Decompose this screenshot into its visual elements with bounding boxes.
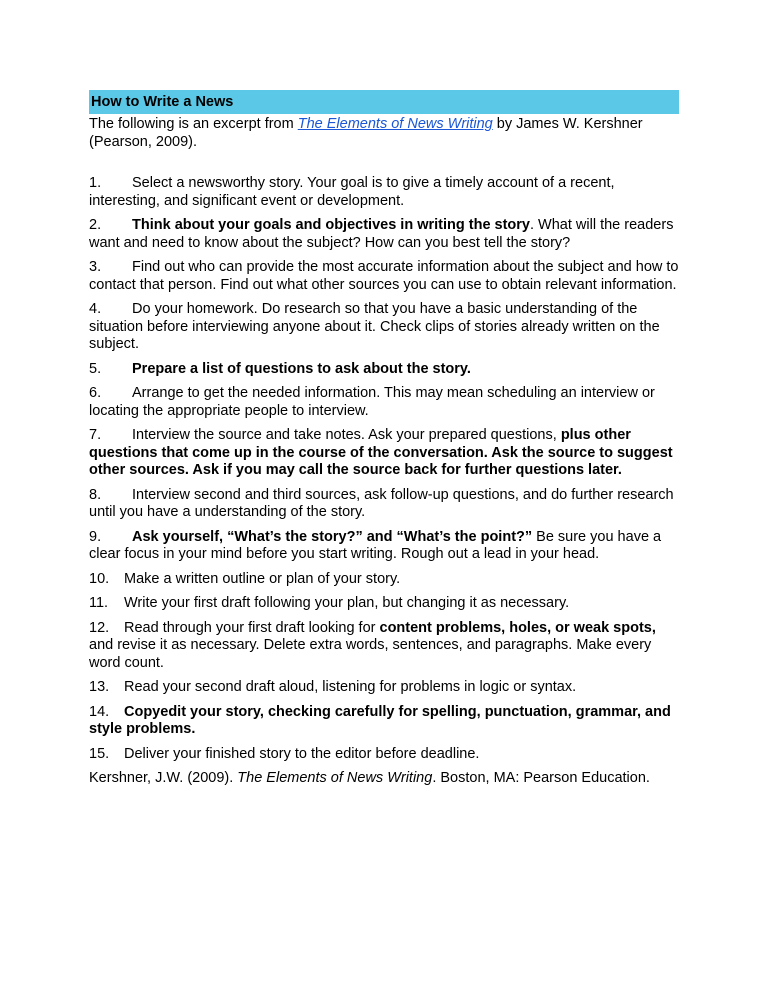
item-text: Read through your first draft looking for	[124, 619, 380, 636]
citation-title: The Elements of News Writing	[237, 770, 433, 786]
list-item	[89, 427, 679, 480]
list-item	[89, 571, 679, 589]
list-item	[89, 746, 679, 764]
item-number: 6.	[89, 385, 102, 401]
list-item	[89, 361, 679, 379]
list-item	[89, 385, 679, 420]
item-text: Do your homework. Do research so that you have a basic understanding of the situation before interviewing anyone about it. Check clips of stories already written on the subject.	[89, 301, 660, 352]
item-text: Select a newsworthy story. Your goal is to give a timely account of a recent, interesting, and significant event or development.	[89, 175, 615, 209]
citation-text-before: Kershner, J.W. (2009).	[89, 770, 238, 786]
item-text: plus other questions that come up in the course of the conversation. Ask the source to suggest other sources. Ask if you may call the source back for further questions later.	[89, 427, 673, 478]
item-text: Interview second and third sources, ask follow-up questions, and do further research until you have a understanding of the story.	[89, 486, 674, 520]
item-text: Deliver your finished story to the editor before deadline.	[124, 745, 480, 762]
item-text: Find out who can provide the most accurate information about the subject and how to contact that person. Find out what other sources you can use to obtain relevant information.	[89, 259, 679, 293]
list-item	[89, 175, 679, 210]
item-number: 2.	[89, 217, 102, 233]
item-number: 1.	[89, 175, 102, 191]
item-text: Think about your goals and objectives in writing the story	[132, 217, 530, 233]
list-item	[89, 620, 679, 673]
item-text: Read your second draft aloud, listening for problems in logic or syntax.	[124, 679, 577, 695]
item-text: Be sure you have a clear focus in your mind before you start writing. Rough out a lead in your head.	[89, 528, 662, 562]
item-number: 5.	[89, 360, 102, 377]
item-text: Ask yourself, “What’s the story?” and “What’s the point?”	[132, 528, 533, 545]
item-text: content problems, holes, or weak spots,	[379, 619, 656, 636]
item-text: Copyedit your story, checking carefully for spelling, punctuation, grammar, and style problems.	[89, 703, 671, 737]
document-heading: How to Write a News	[89, 90, 679, 114]
item-number: 7.	[89, 427, 102, 443]
list-item	[89, 679, 679, 697]
list-item	[89, 259, 679, 294]
citation-text-after: . Boston, MA: Pearson Education.	[432, 770, 650, 786]
item-text: Prepare a list of questions to ask about the story.	[132, 360, 471, 377]
item-number: 3.	[89, 259, 102, 275]
item-number: 15.	[89, 745, 110, 762]
item-text: Make a written outline or plan of your story.	[124, 570, 401, 587]
item-number: 4.	[89, 301, 102, 317]
list-item	[89, 595, 679, 613]
item-number: 13.	[89, 679, 110, 695]
item-text: Arrange to get the needed information. This may mean scheduling an interview or locating the appropriate people to interview.	[89, 385, 655, 419]
citation	[89, 770, 679, 788]
item-number: 9.	[89, 528, 102, 545]
item-text: and revise it as necessary. Delete extra words, sentences, and paragraphs. Make every word count.	[89, 637, 652, 671]
list-item	[89, 301, 679, 354]
list-item	[89, 704, 679, 739]
item-text: . What will the readers want and need to know about the subject? How can you best tell the story?	[89, 217, 674, 251]
item-number: 14.	[89, 703, 110, 720]
document-page	[89, 90, 679, 788]
item-number: 10.	[89, 570, 110, 587]
intro-paragraph	[89, 116, 679, 151]
item-number: 11.	[89, 595, 109, 611]
item-text: Interview the source and take notes. Ask your prepared questions,	[132, 427, 561, 443]
item-number: 8.	[89, 486, 102, 503]
intro-text-after: by James W. Kershner (Pearson, 2009).	[89, 116, 643, 150]
item-text: Write your first draft following your plan, but changing it as necessary.	[124, 595, 570, 611]
steps-list	[89, 175, 679, 763]
intro-text-before: The following is an excerpt from	[89, 116, 298, 132]
list-item	[89, 529, 679, 564]
list-item	[89, 487, 679, 522]
list-item	[89, 217, 679, 252]
item-number: 12.	[89, 619, 110, 636]
book-title-link[interactable]: The Elements of News Writing	[297, 116, 493, 132]
